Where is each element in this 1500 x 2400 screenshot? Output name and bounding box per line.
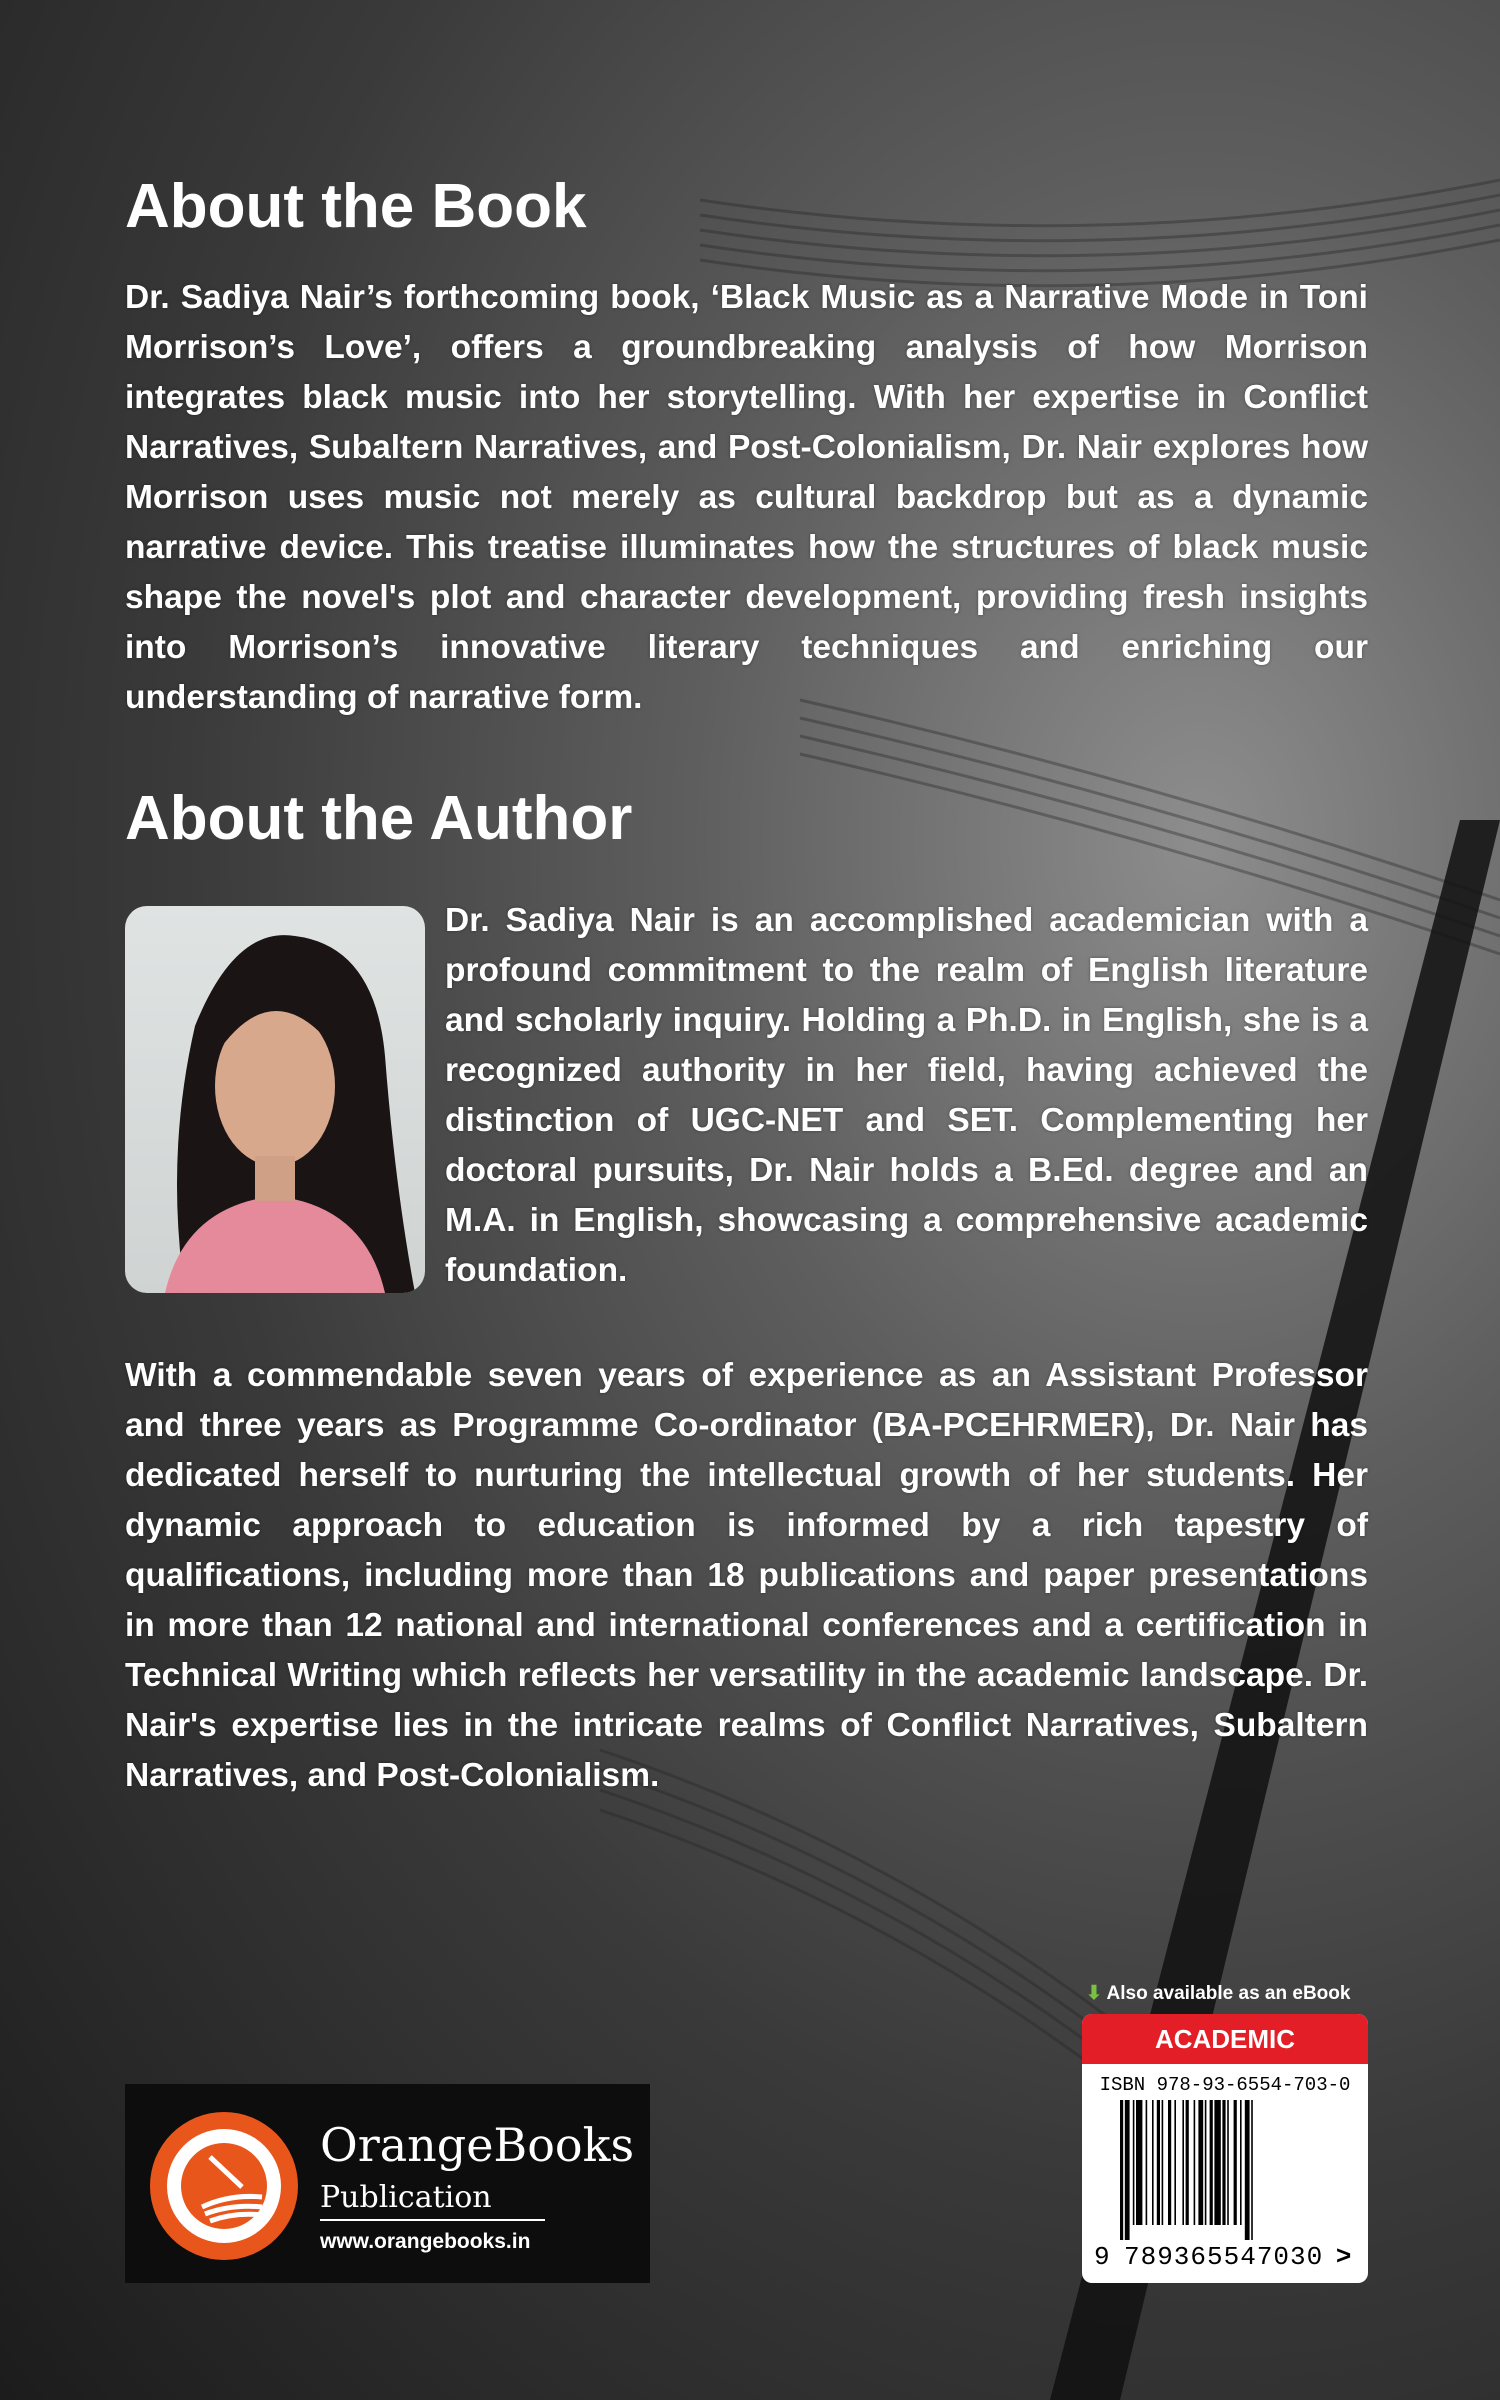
barcode-bar [1198,2100,1203,2225]
category-label: ACADEMIC [1082,2014,1368,2064]
barcode-bar [1133,2100,1135,2225]
barcode-bar [1186,2100,1189,2225]
publisher-name: OrangeBooks [320,2118,635,2172]
barcode-bar [1157,2100,1160,2225]
barcode-bar [1152,2100,1154,2225]
orangebooks-logo-icon [150,2112,298,2260]
author-photo [125,906,425,1293]
barcode-bar [1136,2100,1142,2225]
barcode-bar [1182,2100,1184,2225]
about-author-para2: With a commendable seven years of experience as an Assistant Professor and three years as Programme Co-ordinator (BA-PCEHRMER), Dr. Nair has dedicated herself to nurturing the intellectual growth of her students. Her dynamic approach to education is informed by a rich tapestry of qualifications, including more than 18 publications and paper presentations in more than 12 national and international conferences and a certification in Technical Writing which reflects her versatility in the academic landscape. Dr. Nair's expertise lies in the intricate realms of Conflict Narratives, Subaltern Narratives, and Post-Colonialism. [125,1357,1368,1794]
barcode-bar [1227,2100,1229,2225]
barcode-bar [1174,2100,1176,2225]
download-arrow-icon: ⬇ [1086,1983,1102,2004]
about-book-text: Dr. Sadiya Nair’s forthcoming book, ‘Black Music as a Narrative Mode in Toni Morrison’s Love’, offers a groundbreaking analysis of how Morrison integrates black music into her storytelling. With her expertise in Conflict Narratives, Subaltern Narratives, and Post-Colonialism, Dr. Nair explores how Morrison uses music not merely as cultural backdrop but as a dynamic narrative device. This treatise illuminates how the structures of black music shape the novel's plot and character development, providing fresh insights into Morrison’s innovative literary techniques and enriching our understanding of narrative form. [125,279,1368,716]
barcode-bar [1162,2100,1164,2225]
barcode-bar [1125,2100,1130,2240]
barcode-bar [1205,2100,1207,2225]
barcode-bar [1245,2100,1250,2240]
publisher-sub: Publication [320,2180,545,2221]
ebook-note-text: Also available as an eBook [1106,1983,1351,2004]
barcode-bar [1210,2100,1213,2225]
about-book-heading: About the Book [125,172,587,241]
barcode-bar [1194,2100,1196,2225]
barcode-bar [1234,2100,1237,2225]
about-author-heading: About the Author [125,784,633,853]
barcode-bar [1222,2100,1225,2225]
barcode-bar [1120,2100,1123,2240]
barcode-bar [1168,2100,1171,2225]
about-author-para1: Dr. Sadiya Nair is an accomplished academician with a profound commitment to the realm of English literature and scholarly inquiry. Holding a Ph.D. in English, she is a recognized authority in her field, having achieved the distinction of UGC-NET and SET. Complementing her doctoral pursuits, Dr. Nair holds a B.Ed. degree and an M.A. in English, showcasing a comprehensive academic foundation. [445,902,1368,1289]
ebook-note [1086,1982,1350,2005]
isbn-text: ISBN 978-93-6554-703-0 [1099,2074,1351,2096]
isbn-barcode-box [1082,2014,1368,2283]
barcode-digit-first: 9 [1094,2242,1110,2272]
barcode-arrow: > [1336,2240,1352,2270]
barcode-bars [1120,2100,1330,2240]
barcode-digits: 789365547030 [1124,2242,1324,2272]
barcode-bar [1214,2100,1220,2225]
barcode-bar [1146,2100,1148,2225]
barcode-bar [1240,2100,1242,2225]
publisher-logo [125,2084,650,2283]
publisher-url[interactable]: www.orangebooks.in [320,2230,531,2253]
barcode-bar [1251,2100,1253,2240]
